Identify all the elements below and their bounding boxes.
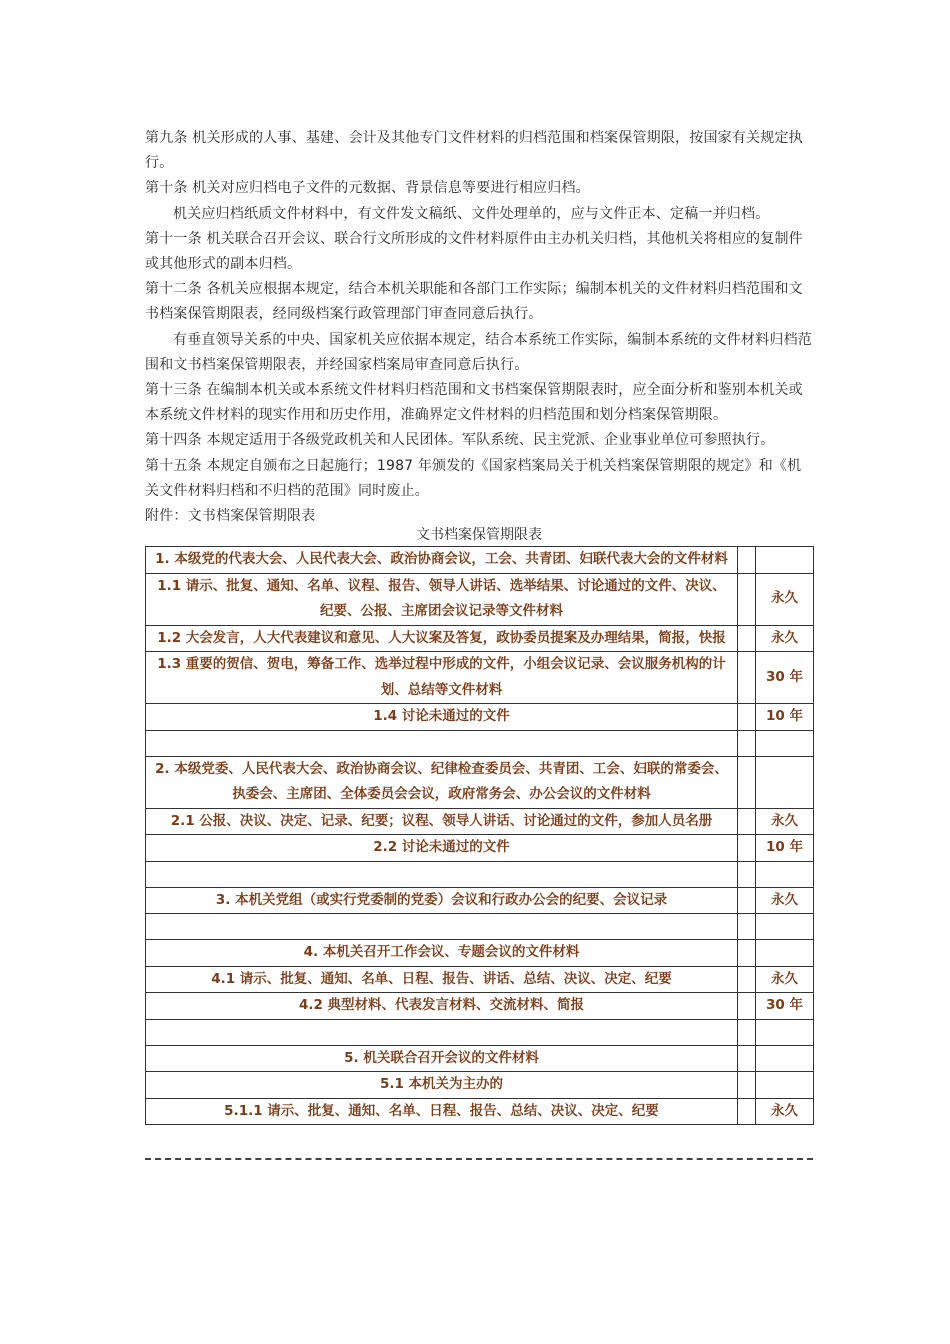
paragraph: 第十条 机关对应归档电子文件的元数据、背景信息等要进行相应归档。 — [145, 180, 590, 197]
row-item: 1. 本级党的代表大会、人民代表大会、政治协商会议，工会、共青团、妇联代表大会的文件材料 — [146, 547, 738, 574]
retention-period — [756, 1019, 814, 1045]
row-item: 1.4 讨论未通过的文件 — [146, 704, 738, 731]
retention-period: 30 年 — [756, 993, 814, 1020]
spacer-cell — [738, 966, 756, 993]
retention-period: 10 年 — [756, 835, 814, 862]
retention-period — [756, 940, 814, 967]
spacer-cell — [738, 573, 756, 625]
retention-period — [756, 1072, 814, 1099]
retention-period: 永久 — [756, 808, 814, 835]
spacer-cell — [738, 1098, 756, 1125]
table-row — [146, 966, 814, 993]
spacer-cell — [738, 835, 756, 862]
paragraph: 第九条 机关形成的人事、基建、会计及其他专门文件材料的归档范围和档案保管期限，按国家有关规定执行。 — [145, 130, 803, 172]
table-row — [146, 547, 814, 574]
retention-period: 10 年 — [756, 704, 814, 731]
spacer-cell — [738, 1072, 756, 1099]
table-row — [146, 730, 814, 756]
row-item — [146, 914, 738, 940]
page-cut-line — [145, 1158, 813, 1160]
paragraph: 附件：文书档案保管期限表 — [145, 508, 316, 525]
spacer-cell — [738, 887, 756, 914]
table-row — [146, 993, 814, 1020]
retention-period: 永久 — [756, 887, 814, 914]
retention-period — [756, 756, 814, 808]
spacer-cell — [738, 756, 756, 808]
row-item: 1.2 大会发言，人大代表建议和意见、人大议案及答复，政协委员提案及办理结果，简报，快报 — [146, 625, 738, 652]
row-item: 2.1 公报、决议、决定、记录、纪要；议程、领导人讲话、讨论通过的文件，参加人员名册 — [146, 808, 738, 835]
paragraph: 第十一条 机关联合召开会议、联合行文所形成的文件材料原件由主办机关归档，其他机关将相应的复制件或其他形式的副本归档。 — [145, 230, 803, 273]
retention-period-table — [145, 546, 814, 1125]
retention-period — [756, 547, 814, 574]
retention-period — [756, 1045, 814, 1072]
row-item — [146, 1019, 738, 1045]
regulation-text — [145, 126, 813, 529]
row-item: 2.2 讨论未通过的文件 — [146, 835, 738, 862]
paragraph: 第十五条 本规定自颁布之日起施行；1987 年颁发的《国家档案局关于机关档案保管期限的规定》和《机关文件材料归档和不归档的范围》同时废止。 — [145, 457, 802, 499]
spacer-cell — [738, 940, 756, 967]
spacer-cell — [738, 704, 756, 731]
table-row — [146, 808, 814, 835]
paragraph: 第十四条 本规定适用于各级党政机关和人民团体。军队系统、民主党派、企业事业单位可参照执行。 — [145, 432, 775, 449]
row-item — [146, 730, 738, 756]
table-row — [146, 1045, 814, 1072]
table-row — [146, 1098, 814, 1125]
row-item: 4.2 典型材料、代表发言材料、交流材料、简报 — [146, 993, 738, 1020]
spacer-cell — [738, 652, 756, 704]
table-row — [146, 914, 814, 940]
row-item: 1.3 重要的贺信、贺电，筹备工作、选举过程中形成的文件，小组会议记录、会议服务机构的计划、总结等文件材料 — [146, 652, 738, 704]
table-row — [146, 861, 814, 887]
paragraph: 机关应归档纸质文件材料中，有文件发文稿纸、文件处理单的，应与文件正本、定稿一并归档。 — [173, 205, 770, 222]
paragraph: 第十二条 各机关应根据本规定，结合本机关职能和各部门工作实际；编制本机关的文件材料归档范围和文书档案保管期限表，经同级档案行政管理部门审查同意后执行。 — [145, 281, 803, 323]
row-item: 4.1 请示、批复、通知、名单、日程、报告、讲话、总结、决议、决定、纪要 — [146, 966, 738, 993]
retention-period — [756, 914, 814, 940]
spacer-cell — [738, 993, 756, 1020]
row-item: 1.1 请示、批复、通知、名单、议程、报告、领导人讲话、选举结果、讨论通过的文件、决议、纪要、公报、主席团会议记录等文件材料 — [146, 573, 738, 625]
paragraph: 有垂直领导关系的中央、国家机关应依据本规定，结合本系统工作实际，编制本系统的文件材料归档范围和文书档案保管期限表，并经国家档案局审查同意后执行。 — [145, 331, 812, 373]
spacer-cell — [738, 808, 756, 835]
spacer-cell — [738, 730, 756, 756]
retention-period — [756, 861, 814, 887]
paragraph: 第十三条 在编制本机关或本系统文件材料归档范围和文书档案保管期限表时，应全面分析和鉴别本机关或本系统文件材料的现实作用和历史作用，准确界定文件材料的归档范围和划分档案保管期限。 — [145, 382, 803, 424]
row-item: 5.1 本机关为主办的 — [146, 1072, 738, 1099]
retention-period — [756, 730, 814, 756]
table-row — [146, 887, 814, 914]
table-row — [146, 625, 814, 652]
spacer-cell — [738, 914, 756, 940]
row-item — [146, 861, 738, 887]
row-item: 4. 本机关召开工作会议、专题会议的文件材料 — [146, 940, 738, 967]
spacer-cell — [738, 1019, 756, 1045]
row-item: 2. 本级党委、人民代表大会、政治协商会议、纪律检查委员会、共青团、工会、妇联的常委会、执委会、主席团、全体委员会会议，政府常务会、办公会议的文件材料 — [146, 756, 738, 808]
table-row — [146, 940, 814, 967]
table-row — [146, 704, 814, 731]
retention-period: 永久 — [756, 1098, 814, 1125]
spacer-cell — [738, 1045, 756, 1072]
table-row — [146, 1072, 814, 1099]
row-item: 5.1.1 请示、批复、通知、名单、日程、报告、总结、决议、决定、纪要 — [146, 1098, 738, 1125]
retention-period: 30 年 — [756, 652, 814, 704]
table-row — [146, 756, 814, 808]
table-row — [146, 573, 814, 625]
table-row — [146, 835, 814, 862]
table-row — [146, 652, 814, 704]
row-item: 5. 机关联合召开会议的文件材料 — [146, 1045, 738, 1072]
table-title: 文书档案保管期限表 — [416, 527, 542, 543]
spacer-cell — [738, 861, 756, 887]
retention-period: 永久 — [756, 573, 814, 625]
table-row — [146, 1019, 814, 1045]
spacer-cell — [738, 547, 756, 574]
spacer-cell — [738, 625, 756, 652]
row-item: 3. 本机关党组（或实行党委制的党委）会议和行政办公会的纪要、会议记录 — [146, 887, 738, 914]
retention-period: 永久 — [756, 966, 814, 993]
retention-period: 永久 — [756, 625, 814, 652]
